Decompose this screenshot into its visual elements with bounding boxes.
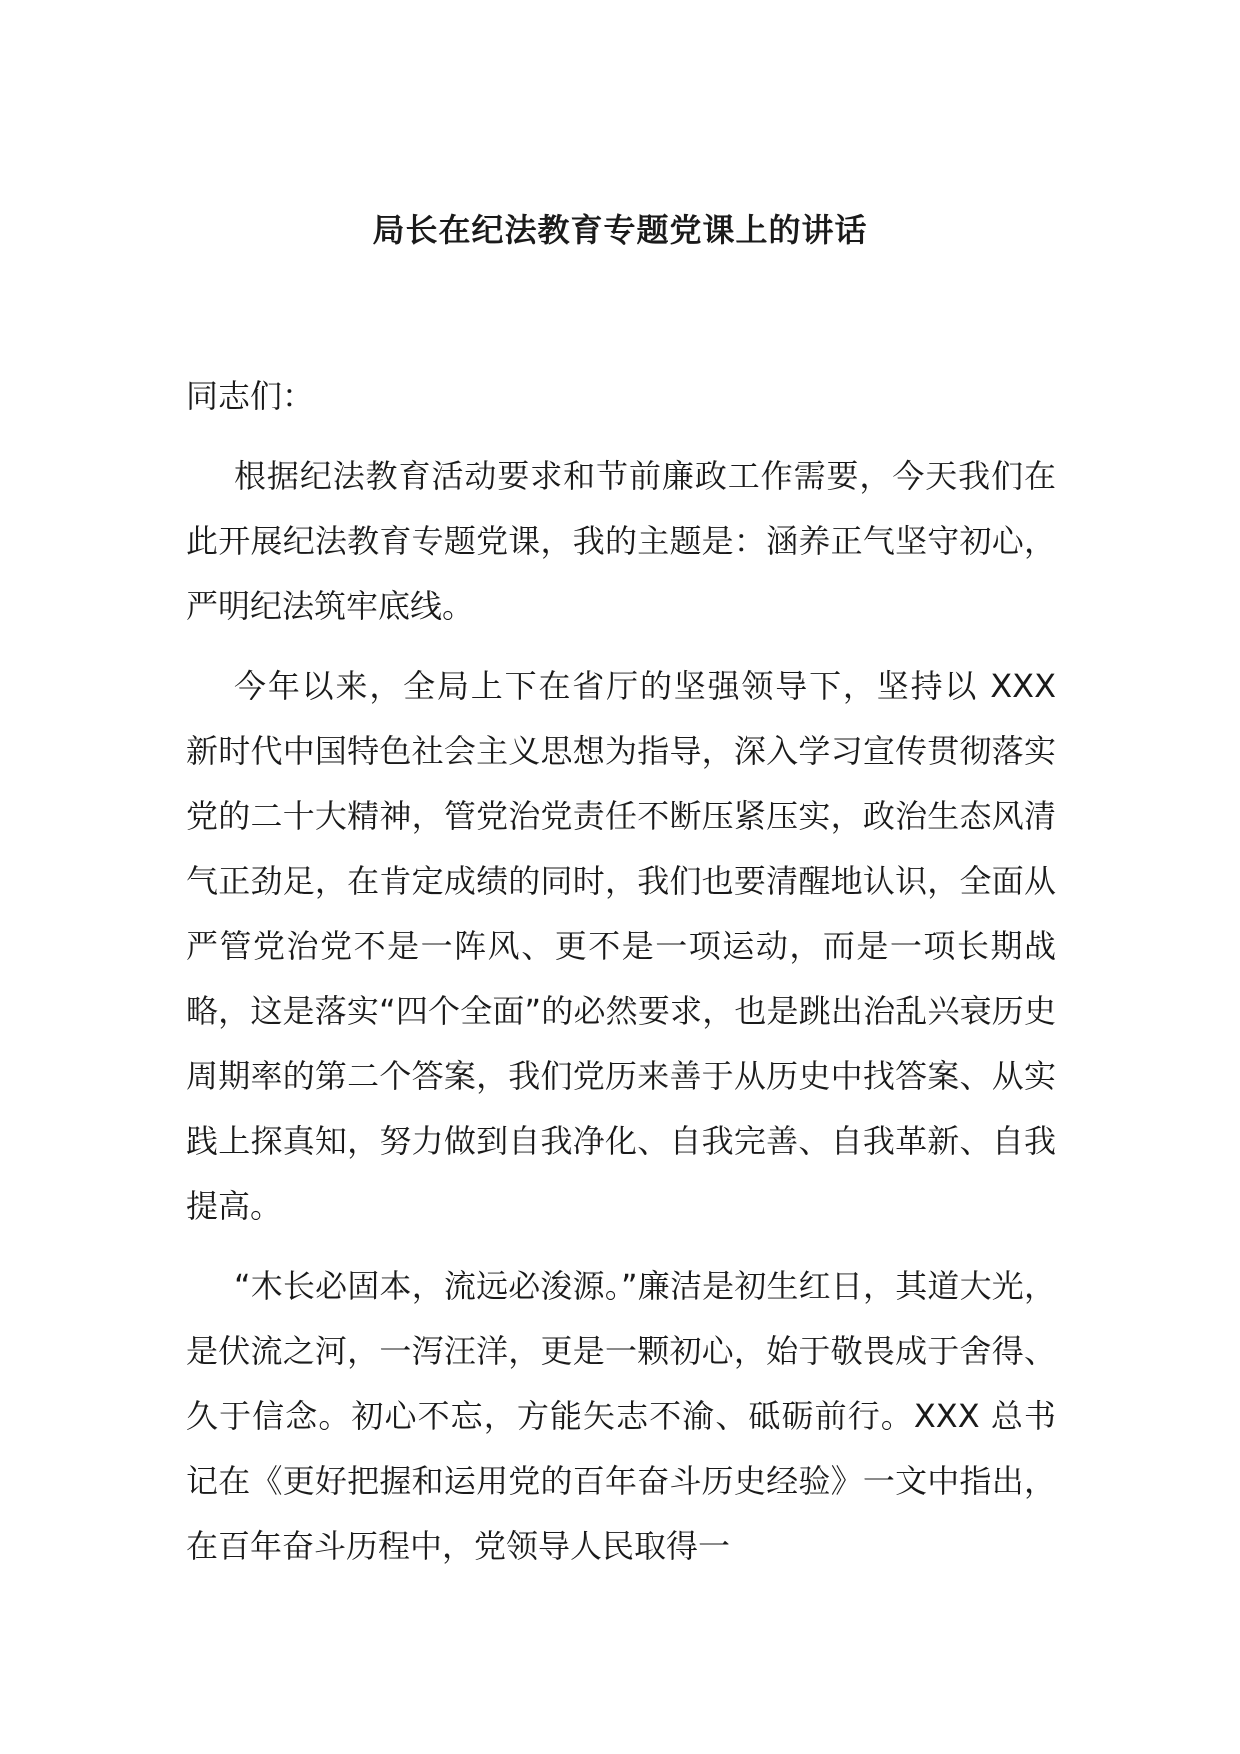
salutation: 同志们： [186, 377, 315, 415]
document-title: 局长在纪法教育专题党课上的讲话 [372, 211, 868, 249]
paragraph-intro: 根据纪法教育活动要求和节前廉政工作需要，今天我们在此开展纪法教育专题党课，我的主题是：涵养正气坚守初心，严明纪法筑牢底线。 [186, 457, 1056, 625]
paragraph-achievements: 今年以来，全局上下在省厅的坚强领导下，坚持以 XXX 新时代中国特色社会主义思想为指导，深入学习宣传贯彻落实党的二十大精神，管党治党责任不断压紧压实，政治生态风清气正劲足，在肯定成绩的同时，我们也要清醒地认识，全面从严管党治党不是一阵风、更不是一项运动，而是一项长期战略，这是落实“四个全面”的必然要求，也是跳出治乱兴衰历史周期率的第二个答案，我们党历来善于从历史中找答案、从实践上探真知，努力做到自我净化、自我完善、自我革新、自我提高。 [186, 667, 1056, 1225]
document-body [186, 364, 1056, 1594]
paragraph-integrity: “木长必固本，流远必浚源。”廉洁是初生红日，其道大光，是伏流之河，一泻汪洋，更是一颗初心，始于敬畏成于舍得、久于信念。初心不忘，方能矢志不渝、砥砺前行。XXX 总书记在《更好把握和运用党的百年奋斗历史经验》一文中指出，在百年奋斗历程中，党领导人民取得一 [186, 1267, 1056, 1565]
